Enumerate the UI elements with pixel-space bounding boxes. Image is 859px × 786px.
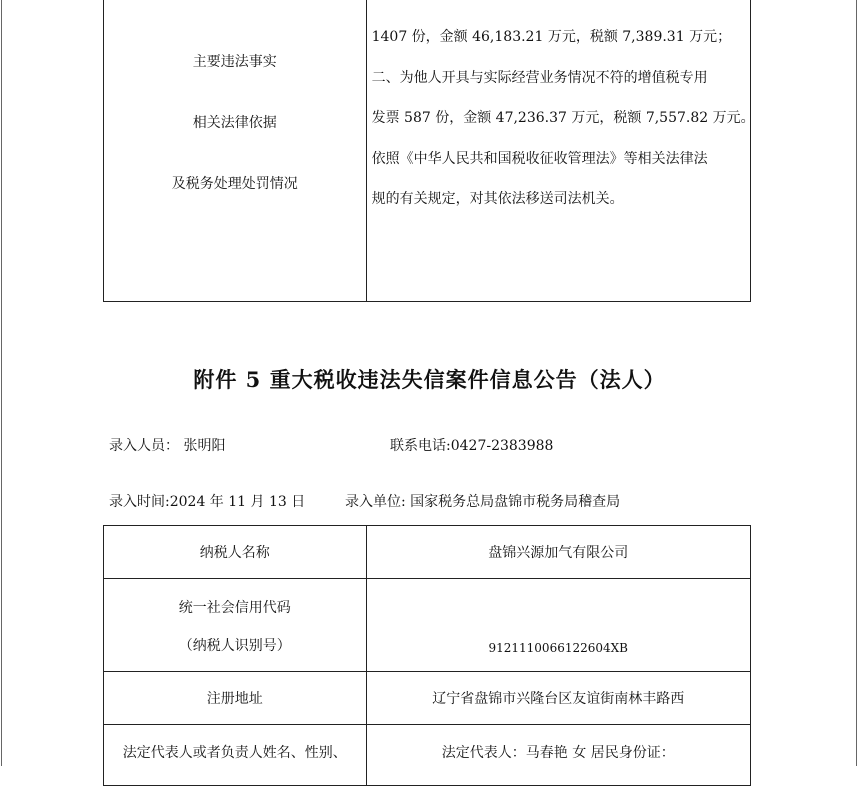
recorder-field: 录入人员： 张明阳 <box>109 438 226 454</box>
table-row <box>104 579 751 672</box>
taxpayer-id-label: （纳税人识别号） <box>178 638 291 654</box>
legal-rep-label-cell <box>104 725 367 786</box>
address-value: 辽宁省盘锦市兴隆台区友谊街南林丰路西 <box>366 672 751 725</box>
legal-rep-value-cell <box>366 725 751 786</box>
fact-line: 发票 587 份，金额 47,236.37 万元，税额 7,557.82 万元。 <box>371 110 755 127</box>
violation-facts-text <box>372 17 754 220</box>
violation-facts-value-cell <box>366 0 755 302</box>
violation-facts-label-cell <box>104 0 367 302</box>
fact-line: 二、为他人开具与实际经营业务情况不符的增值税专用 <box>371 69 708 86</box>
table-row <box>104 526 751 579</box>
label-main-facts: 主要违法事实 <box>192 54 277 70</box>
case-info-table <box>103 525 751 786</box>
credit-code-label-cell <box>104 579 367 672</box>
table-row <box>104 725 751 786</box>
taxpayer-name-value: 盘锦兴源加气有限公司 <box>366 526 751 579</box>
credit-code-value: 9121110066122604XB <box>488 641 629 655</box>
address-label: 注册地址 <box>104 672 367 725</box>
record-unit-field: 录入单位: 国家税务总局盘锦市税务局稽查局 <box>345 494 621 510</box>
table-row <box>104 672 751 725</box>
phone-field: 联系电话:0427-2383988 <box>390 438 554 454</box>
legal-rep-value: 法定代表人：马春艳 女 居民身份证： <box>441 745 675 761</box>
legal-rep-label: 法定代表人或者负责人姓名、性别、 <box>122 745 347 761</box>
fact-line: 规的有关规定，对其依法移送司法机关。 <box>371 191 624 208</box>
credit-code-value-cell <box>366 579 751 672</box>
fact-line: 1407 份，金额 46,183.21 万元，税额 7,389.31 万元； <box>371 29 732 45</box>
fact-line: 依照《中华人民共和国税收征收管理法》等相关法律法 <box>371 150 708 167</box>
label-legal-basis: 相关法律依据 <box>192 115 277 131</box>
announcement-title: 附件 5 重大税收违法失信案件信息公告（法人） <box>193 367 666 392</box>
record-time-field: 录入时间:2024 年 11 月 13 日 <box>109 494 306 510</box>
previous-case-table <box>103 0 755 302</box>
credit-code-label: 统一社会信用代码 <box>178 600 291 616</box>
label-penalty: 及税务处理处罚情况 <box>171 176 298 192</box>
taxpayer-name-label: 纳税人名称 <box>104 526 367 579</box>
